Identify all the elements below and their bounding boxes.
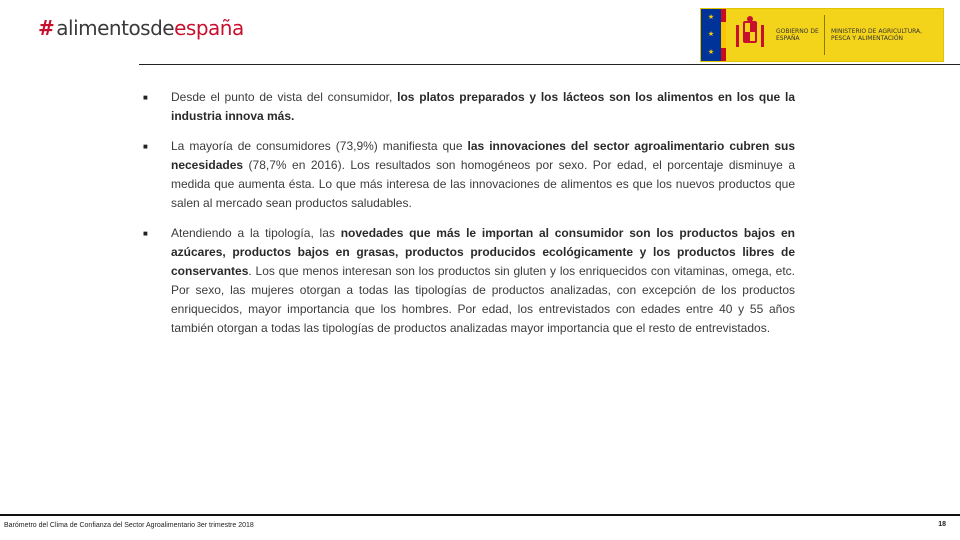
alimentos-de-espana-logo	[38, 14, 244, 42]
body-text: Desde el punto de vista del consumidor,	[171, 90, 398, 104]
header-divider	[139, 64, 960, 65]
body-text: Atendiendo a la tipología, las	[171, 226, 341, 240]
body-text: (78,7% en 2016). Los resultados son homogéneos por sexo. Por edad, el porcentaje disminuye a medida que aumenta ésta. Lo que más interesa de las innovaciones de alimentos es que los nuevos productos que salen al mercado sean productos saludables.	[171, 158, 795, 210]
logo-hash: #	[38, 16, 55, 40]
government-logo	[700, 8, 944, 62]
bullet-item	[143, 224, 795, 338]
logo-word-espana: españa	[174, 16, 244, 40]
bold-text: novedades que más le importan al consumidor son los productos bajos en azúcares, productos bajos en grasas, productos producidos ecológicamente y los productos libres de conservantes	[171, 226, 796, 278]
page-number: 18	[938, 521, 946, 528]
body-text: La mayoría de consumidores (73,9%) manifiesta que	[171, 139, 468, 153]
logo-word-de: de	[150, 16, 175, 40]
logo-word-alimentos: alimentos	[56, 16, 151, 40]
bullet-item	[143, 137, 795, 213]
coat-of-arms-icon	[726, 9, 774, 61]
ministry-label: MINISTERIO DE AGRICULTURA, PESCA Y ALIMENTACIÓN	[831, 28, 923, 42]
bullet-marker: ■	[143, 142, 148, 151]
bullet-marker: ■	[143, 229, 148, 238]
bold-text: las innovaciones del sector agroalimentario cubren sus necesidades	[171, 139, 796, 172]
footer-divider	[0, 514, 960, 516]
bullet-marker: ■	[143, 93, 148, 102]
bullet-item	[143, 88, 795, 126]
government-label: GOBIERNO DE ESPAÑA	[776, 28, 819, 42]
bullet-text	[171, 88, 795, 126]
eu-stars-icon: ★ ★ ★	[701, 9, 721, 61]
footer-text: Barómetro del Clima de Confianza del Sector Agroalimentario 3er trimestre 2018	[4, 522, 254, 529]
bold-text: los platos preparados y los lácteos son los alimentos en los que la industria innova más.	[171, 90, 795, 123]
logo-divider	[824, 15, 825, 55]
bullet-text	[171, 224, 795, 338]
body-text: . Los que menos interesan son los productos sin gluten y los enriquecidos con vitaminas, omega, etc. Por sexo, las mujeres otorgan a todas las tipologías de productos analizadas, con excepción de los productos enriquecidos, mayor importancia que los hombres. Por edad, los entrevistados con edades entre 40 y 55 años también otorgan a todas las tipologías de productos analizadas mayor importancia que el resto de entrevistados.	[171, 264, 795, 335]
bullet-list	[143, 88, 795, 349]
bullet-text	[171, 137, 795, 213]
